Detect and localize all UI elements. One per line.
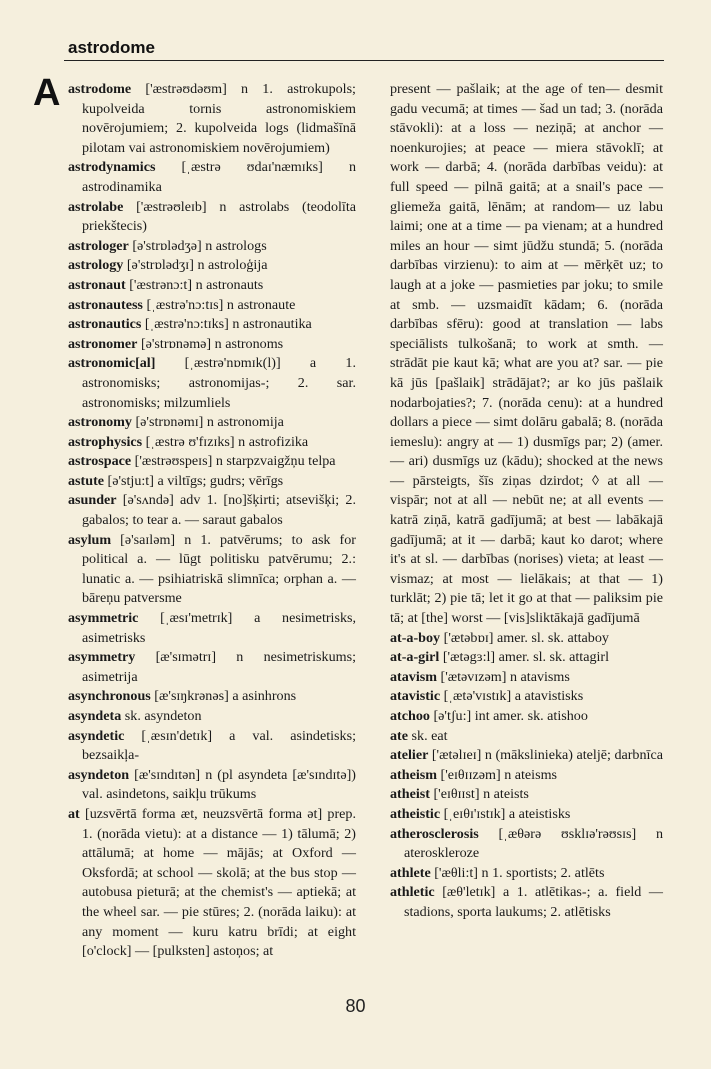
entry-headword: astute (68, 472, 105, 489)
entry-pronunciation: ['æstrəʊleɪb] (123, 198, 220, 215)
dictionary-entry (68, 766, 356, 805)
dictionary-entry (68, 237, 356, 257)
entry-pronunciation: [ˌæstrə'nɒmɪk(l)] (155, 355, 310, 372)
entry-definition: n 1. astrokupols; kupolveida tornis astronomiskiem novērojumiem; 2. kupolveida logs (lidmašīnā pilotam vai astronomiskiem novērojumiem) (82, 81, 356, 156)
entry-headword: atherosclerosis (390, 825, 479, 842)
entry-headword: athlete (390, 864, 431, 881)
entry-headword: asymmetric (68, 610, 139, 627)
dictionary-entry (390, 707, 663, 727)
entry-headword: astrology (68, 257, 124, 274)
entry-pronunciation: [ˌæsɪn'detɪk] (124, 727, 230, 744)
dictionary-entry (390, 805, 663, 825)
entry-definition: n starpzvaigžņu telpa (215, 453, 336, 470)
entry-pronunciation: [ˌæstrə'nɔ:tɪks] (141, 316, 233, 333)
entry-definition: sk. asyndeton (124, 708, 202, 724)
entry-pronunciation: ['ætəvɪzəm] (436, 668, 510, 685)
entry-definition: amer. sl. sk. attaboy (497, 629, 609, 646)
entry-definition: a 1. astronomisks; astronomijas-; 2. sar. astronomisks; milzumliels (82, 355, 356, 411)
entry-pronunciation: ['eɪθɪɪzəm] (436, 766, 505, 783)
guide-word: astrodome (68, 38, 155, 57)
entry-headword: astrolabe (68, 198, 124, 215)
dictionary-entry (68, 491, 356, 530)
entry-headword: at (68, 805, 80, 822)
dictionary-entry (68, 80, 356, 158)
entry-headword: asynchronous (68, 688, 151, 705)
entry-definition: n (mākslinieka) ateljē; darbnīca (484, 747, 663, 764)
dictionary-entry (68, 315, 356, 335)
entry-definition: n astrofizika (238, 433, 309, 450)
entry-definition: n nesimetriskums; asimetrija (82, 649, 356, 685)
entry-headword: atavistic (390, 688, 441, 705)
entry-headword: asyndetic (68, 727, 125, 744)
dictionary-entry (390, 825, 663, 864)
entry-pronunciation: [ˌæstrə ʊdaɪ'næmɪks] (155, 159, 349, 176)
entry-headword: astrodome (68, 81, 132, 97)
entry-pronunciation: ['ætəlɪeɪ] (428, 747, 485, 764)
dictionary-entry (68, 354, 356, 413)
entry-headword: astrospace (68, 453, 132, 470)
entry-headword: asyndeton (68, 766, 130, 783)
entry-headword: astronomer (68, 335, 138, 352)
entry-definition: n (pl asyndeta [æ'sɪndɪtə]) val. asindetons, saikļu trūkums (82, 766, 356, 803)
entry-headword: astrodynamics (68, 159, 156, 176)
entry-headword: astronomic[al] (68, 355, 156, 372)
entry-definition: n 1. sportists; 2. atlēts (481, 864, 605, 881)
entry-headword: atavism (390, 668, 437, 685)
entry-headword: astrologer (68, 237, 129, 254)
entry-definition: n astronoms (214, 335, 284, 352)
entry-definition: n ateisms (504, 766, 558, 783)
entry-definition: a ateistisks (508, 805, 571, 822)
dictionary-entry (390, 883, 663, 922)
entry-headword: astronautics (68, 316, 142, 333)
dictionary-entry (390, 766, 663, 786)
entry-headword: atchoo (390, 708, 430, 724)
entry-headword: astronomy (68, 414, 132, 431)
entry-pronunciation: [ˌæstrə'nɔ:tɪs] (142, 296, 227, 313)
entry-definition: n ateroskleroze (404, 825, 663, 862)
entry-definition: a asinhrons (232, 688, 297, 705)
entry-pronunciation: [ə'stju:t] (104, 472, 158, 489)
entry-definition: a val. asindetisks; bezsaikļa- (82, 727, 356, 764)
dictionary-entry (68, 707, 356, 727)
dictionary-entry (68, 805, 356, 962)
dictionary-entry (390, 80, 663, 629)
entry-headword: astrophysics (68, 433, 143, 450)
dictionary-entry (390, 746, 663, 766)
entry-headword: atheism (390, 766, 437, 783)
entry-headword: ate (390, 727, 408, 744)
dictionary-entry (68, 433, 356, 453)
entry-definition: amer. sl. sk. attagirl (498, 649, 610, 666)
entry-definition: n astrologs (205, 237, 267, 254)
entry-pronunciation: [ˌæsɪ'metrɪk] (138, 610, 255, 627)
entry-definition: n astronaute (226, 296, 296, 313)
entry-pronunciation: [ə'tʃu:] (429, 708, 475, 724)
dictionary-entry (68, 727, 356, 766)
entry-pronunciation: [ə'saɪləm] (111, 531, 185, 548)
dictionary-entry (68, 472, 356, 492)
entry-definition: int amer. sk. atishoo (474, 708, 588, 724)
dictionary-entry (68, 158, 356, 197)
entry-definition: prep. 1. (norāda vietu): at a distance — 1) tālumā; 2) attālumā; at home — mājās; at Oxford — Oksfordā; at school — skolā; at the bus stop — autobusa pieturā; at the chemist's — aptiekā; at the wheel sar. — pie stūres; 2. (norāda laiku): at any moment — kuru katru brīdi; at eight [o'clock] — [pulksten] astoņos; at (82, 805, 356, 960)
entry-definition: a 1. atlētikas-; a. field — stadions, sporta laukums; 2. atlētisks (404, 884, 663, 920)
entry-headword: atelier (390, 747, 429, 764)
dictionary-entry (390, 687, 663, 707)
entry-definition: adv 1. [no]šķirti; atsevišķi; 2. gabalos; to tear a. — saraut gabalos (82, 492, 356, 529)
entry-pronunciation: [uzsvērtā forma æt, neuzsvērtā forma ət] (79, 805, 328, 822)
entry-pronunciation: [ˌæθərə ʊsklɪə'rəʊsɪs] (478, 825, 656, 842)
entry-definition: a atavistisks (514, 688, 584, 705)
entry-definition: n astronauts (195, 276, 264, 293)
dictionary-entry (68, 609, 356, 648)
entry-definition: n astronomija (206, 414, 284, 431)
dictionary-entry (390, 648, 663, 668)
dictionary-entry (68, 413, 356, 433)
entry-headword: asyndeta (68, 708, 122, 724)
dictionary-entry (390, 727, 663, 747)
right-column (390, 80, 663, 923)
entry-pronunciation: [æ'sɪmətrɪ] (135, 649, 237, 666)
dictionary-entry (390, 668, 663, 688)
entry-pronunciation: [æ'sɪndɪtən] (129, 766, 206, 783)
entry-definition: n ateists (483, 786, 529, 803)
entry-definition: a nesimetrisks, asimetrisks (82, 610, 357, 646)
entry-headword: atheist (390, 786, 430, 803)
dictionary-entry (68, 687, 356, 707)
entry-definition: n astrolabs (teodolīta priekštecis) (82, 198, 357, 235)
entry-pronunciation: [ə'sʌndə] (116, 492, 181, 509)
dictionary-entry (68, 335, 356, 355)
entry-headword: asunder (68, 492, 117, 509)
entry-definition: n astroloģija (197, 257, 268, 274)
entry-headword: atheistic (390, 805, 441, 822)
entry-pronunciation: [ə'strɒnəmɪ] (131, 414, 207, 431)
entry-pronunciation: ['ætəbɒɪ] (440, 629, 497, 646)
dictionary-entry (390, 864, 663, 884)
page-number: 80 (345, 996, 366, 1016)
entry-pronunciation: [ˌætə'vɪstɪk] (440, 688, 515, 705)
entry-definition: a viltīgs; gudrs; vērīgs (157, 472, 284, 489)
entry-pronunciation: ['æstrəʊdəʊm] (131, 81, 242, 97)
entry-pronunciation: [ˌeɪθɪ'ɪstɪk] (440, 805, 509, 822)
entry-headword: at-a-boy (390, 629, 441, 646)
header-rule (64, 60, 664, 61)
dictionary-entry (68, 531, 356, 609)
entry-headword: asylum (68, 531, 112, 548)
entry-headword: astronaut (68, 276, 126, 293)
entry-definition: sk. eat (411, 727, 448, 744)
dictionary-entry (68, 276, 356, 296)
entry-definition: n 1. patvērums; to ask for political a. — lūgt politisku patvērumu; 2.: lunatic a. — psihiatriskā slimnīca; orphan a. — bāreņu patversme (82, 531, 356, 607)
entry-pronunciation: ['eɪθɪɪst] (429, 786, 484, 803)
entry-pronunciation: [ə'strɒlədʒə] (128, 237, 206, 254)
entry-definition: n astrodinamika (82, 159, 356, 195)
entry-pronunciation: [æθ'letɪk] (434, 884, 503, 901)
dictionary-entry (68, 452, 356, 472)
entry-pronunciation: [ˌæstrə ʊ'fɪzɪks] (142, 433, 239, 450)
dictionary-entry (390, 629, 663, 649)
entry-pronunciation: ['ætəgɜ:l] (439, 649, 499, 666)
entry-headword: at-a-girl (390, 649, 440, 666)
entry-pronunciation: ['æθli:t] (430, 864, 482, 881)
entry-pronunciation: [ə'strɒlədʒɪ] (123, 257, 198, 274)
entry-definition: n astronautika (232, 316, 312, 333)
entry-headword: athletic (390, 884, 435, 901)
dictionary-entry (68, 648, 356, 687)
entry-headword: astronautess (68, 296, 143, 313)
dictionary-entry (68, 256, 356, 276)
entry-pronunciation: [ə'strɒnəmə] (137, 335, 215, 352)
dictionary-entry (68, 296, 356, 316)
entry-pronunciation: [æ'sɪŋkrənəs] (150, 688, 233, 705)
entry-definition: n atavisms (509, 668, 570, 685)
entry-pronunciation: ['æstrənɔ:t] (125, 276, 196, 293)
dictionary-entry (68, 198, 356, 237)
entry-pronunciation: ['æstrəʊspeɪs] (131, 453, 216, 470)
entry-headword: asymmetry (68, 649, 136, 666)
left-column (68, 80, 356, 962)
entry-definition: present — pašlaik; at the age of ten— desmit gadu vecumā; at times — šad un tad; 3. (norāda stāvokli): at a loss — neziņā; at anchor — noenkurojies; at peace — miera stāvoklī; at work — darbā; 4. (norāda darbības veidu): at full speed — pilnā gaitā; at a snail's pace — gliemeža gaitā, lēnām; at random— uz labu laimi; one at a time — pa vienam; at a hundred miles an hour — simt jūdžu stundā; 5. (norāda darbības virzienu): to aim at — mērķēt uz; to laugh at a joke — pasmieties par joku; to smile at smb. — uzsmaidīt kādam; 6. (norāda darbības sfēru): good at translation — labs speciālists tulkošanā; to work at smth. — strādāt pie kaut kā; what are you at? sar. — pie kā jūs [pašlaik] strādājat?; ar ko jūs pašlaik nodarbojaties?; 7. (norāda cenu): at a hundred dollars a piece — simt dolāru gabalā; 8. (norāda iemeslu): angry at — 1) dusmīgs par; 2) (amer. — ari) dusmīgs uz (kādu); shocked at the news — pārsteigts, šīs ziņas dzirdot; ◊ at all — vispār; not at all — nebūt ne; at all events — katrā ziņā, katrā gadījumā; at best — labākajā gadījumā; at it — darbā; kaut ko darot; where it's at sl. — darbības (norises) vieta; at least — vismaz; at most — lielākais; at that — 1) turklāt; 2) pie tā; let it go at that — paliksim pie tā; at [the] worst — [vis]sliktākajā gadījumā (390, 81, 663, 627)
dictionary-entry (390, 785, 663, 805)
section-letter: A (33, 72, 61, 114)
